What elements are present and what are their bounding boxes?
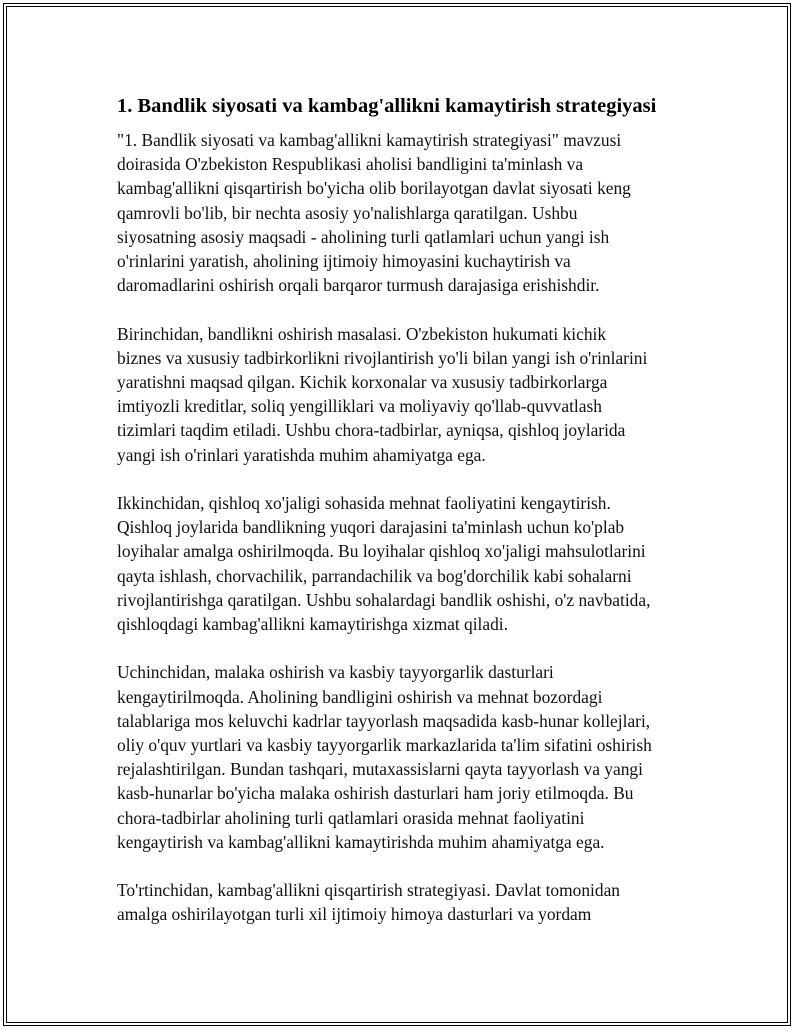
text-line: chora-tadbirlar aholining turli qatlamlari orasida mehnat faoliyatini	[117, 807, 585, 828]
text-line: yaratishni maqsad qilgan. Kichik korxonalar va xususiy tadbirkorlarga	[117, 372, 608, 393]
text-line: kengaytirish va kambag'allikni kamaytirishda muhim ahamiyatga ega.	[117, 831, 605, 852]
document-body	[117, 92, 697, 951]
text-line: daromadlarini oshirish orqali barqaror turmush darajasiga erishishdir.	[117, 275, 600, 296]
text-line: Qishloq joylarida bandlikning yuqori darajasini ta'minlash uchun ko'plab	[117, 517, 625, 538]
paragraph-third	[117, 660, 697, 854]
text-line: qamrovli bo'lib, bir nechta asosiy yo'nalishlarga qaratilgan. Ushbu	[117, 202, 578, 223]
paragraph-intro	[117, 128, 697, 297]
text-line: "1. Bandlik siyosati va kambag'allikni kamaytirish strategiyasi" mavzusi	[117, 130, 622, 150]
text-line: doirasida O'zbekiston Respublikasi aholisi bandligini ta'minlash va	[117, 154, 584, 175]
text-line: Birinchidan, bandlikni oshirish masalasi. O'zbekiston hukumati kichik	[117, 323, 607, 344]
text-line: o'rinlarini yaratish, aholining ijtimoiy himoyasini kuchaytirish va	[117, 251, 571, 272]
text-line: kasb-hunarlar bo'yicha malaka oshirish dasturlari ham joriy etilmoqda. Bu	[117, 783, 634, 804]
text-line: tizimlari taqdim etiladi. Ushbu chora-tadbirlar, ayniqsa, qishloq joylarida	[117, 420, 626, 441]
text-line: qishloqdagi kambag'allikni kamaytirishga xizmat qiladi.	[117, 614, 508, 635]
paragraph-fourth	[117, 878, 697, 926]
text-line: Uchinchidan, malaka oshirish va kasbiy tayyorgarlik dasturlari	[117, 662, 554, 683]
text-line: rivojlantirishga qaratilgan. Ushbu sohalardagi bandlik oshishi, o'z navbatida,	[117, 589, 651, 610]
paragraph-first	[117, 322, 697, 467]
text-line: oliy o'quv yurtlari va kasbiy tayyorgarlik markazlarida ta'lim sifatini oshirish	[117, 735, 652, 756]
text-line: loyihalar amalga oshirilmoqda. Bu loyihalar qishloq xo'jaligi mahsulotlarini	[117, 541, 646, 562]
text-line: Ikkinchidan, qishloq xo'jaligi sohasida mehnat faoliyatini kengaytirish.	[117, 493, 611, 514]
text-line: kengaytirilmoqda. Aholining bandligini oshirish va mehnat bozordagi	[117, 686, 603, 707]
paragraph-second	[117, 491, 697, 636]
text-line: talablariga mos keluvchi kadrlar tayyorlash maqsadida kasb-hunar kollejlari,	[117, 710, 651, 731]
document-title: 1. Bandlik siyosati va kambag'allikni kamaytirish strategiyasi	[117, 95, 657, 117]
text-line: biznes va xususiy tadbirkorlikni rivojlantirish yo'li bilan yangi ish o'rinlarini	[117, 347, 648, 368]
text-line: kambag'allikni qisqartirish bo'yicha olib borilayotgan davlat siyosati keng	[117, 178, 631, 199]
text-line: yangi ish o'rinlari yaratishda muhim ahamiyatga ega.	[117, 444, 486, 465]
text-line: imtiyozli kreditlar, soliq yengilliklari va moliyaviy qo'llab-quvvatlash	[117, 396, 602, 417]
text-line: To'rtinchidan, kambag'allikni qisqartirish strategiyasi. Davlat tomonidan	[117, 880, 620, 901]
text-line: qayta ishlash, chorvachilik, parrandachilik va bog'dorchilik kabi sohalarni	[117, 565, 632, 586]
text-line: rejalashtirilgan. Bundan tashqari, mutaxassislarni qayta tayyorlash va yangi	[117, 759, 643, 780]
text-line: siyosatning asosiy maqsadi - aholining turli qatlamlari uchun yangi ish	[117, 226, 610, 247]
text-line: amalga oshirilayotgan turli xil ijtimoiy himoya dasturlari va yordam	[117, 904, 592, 925]
